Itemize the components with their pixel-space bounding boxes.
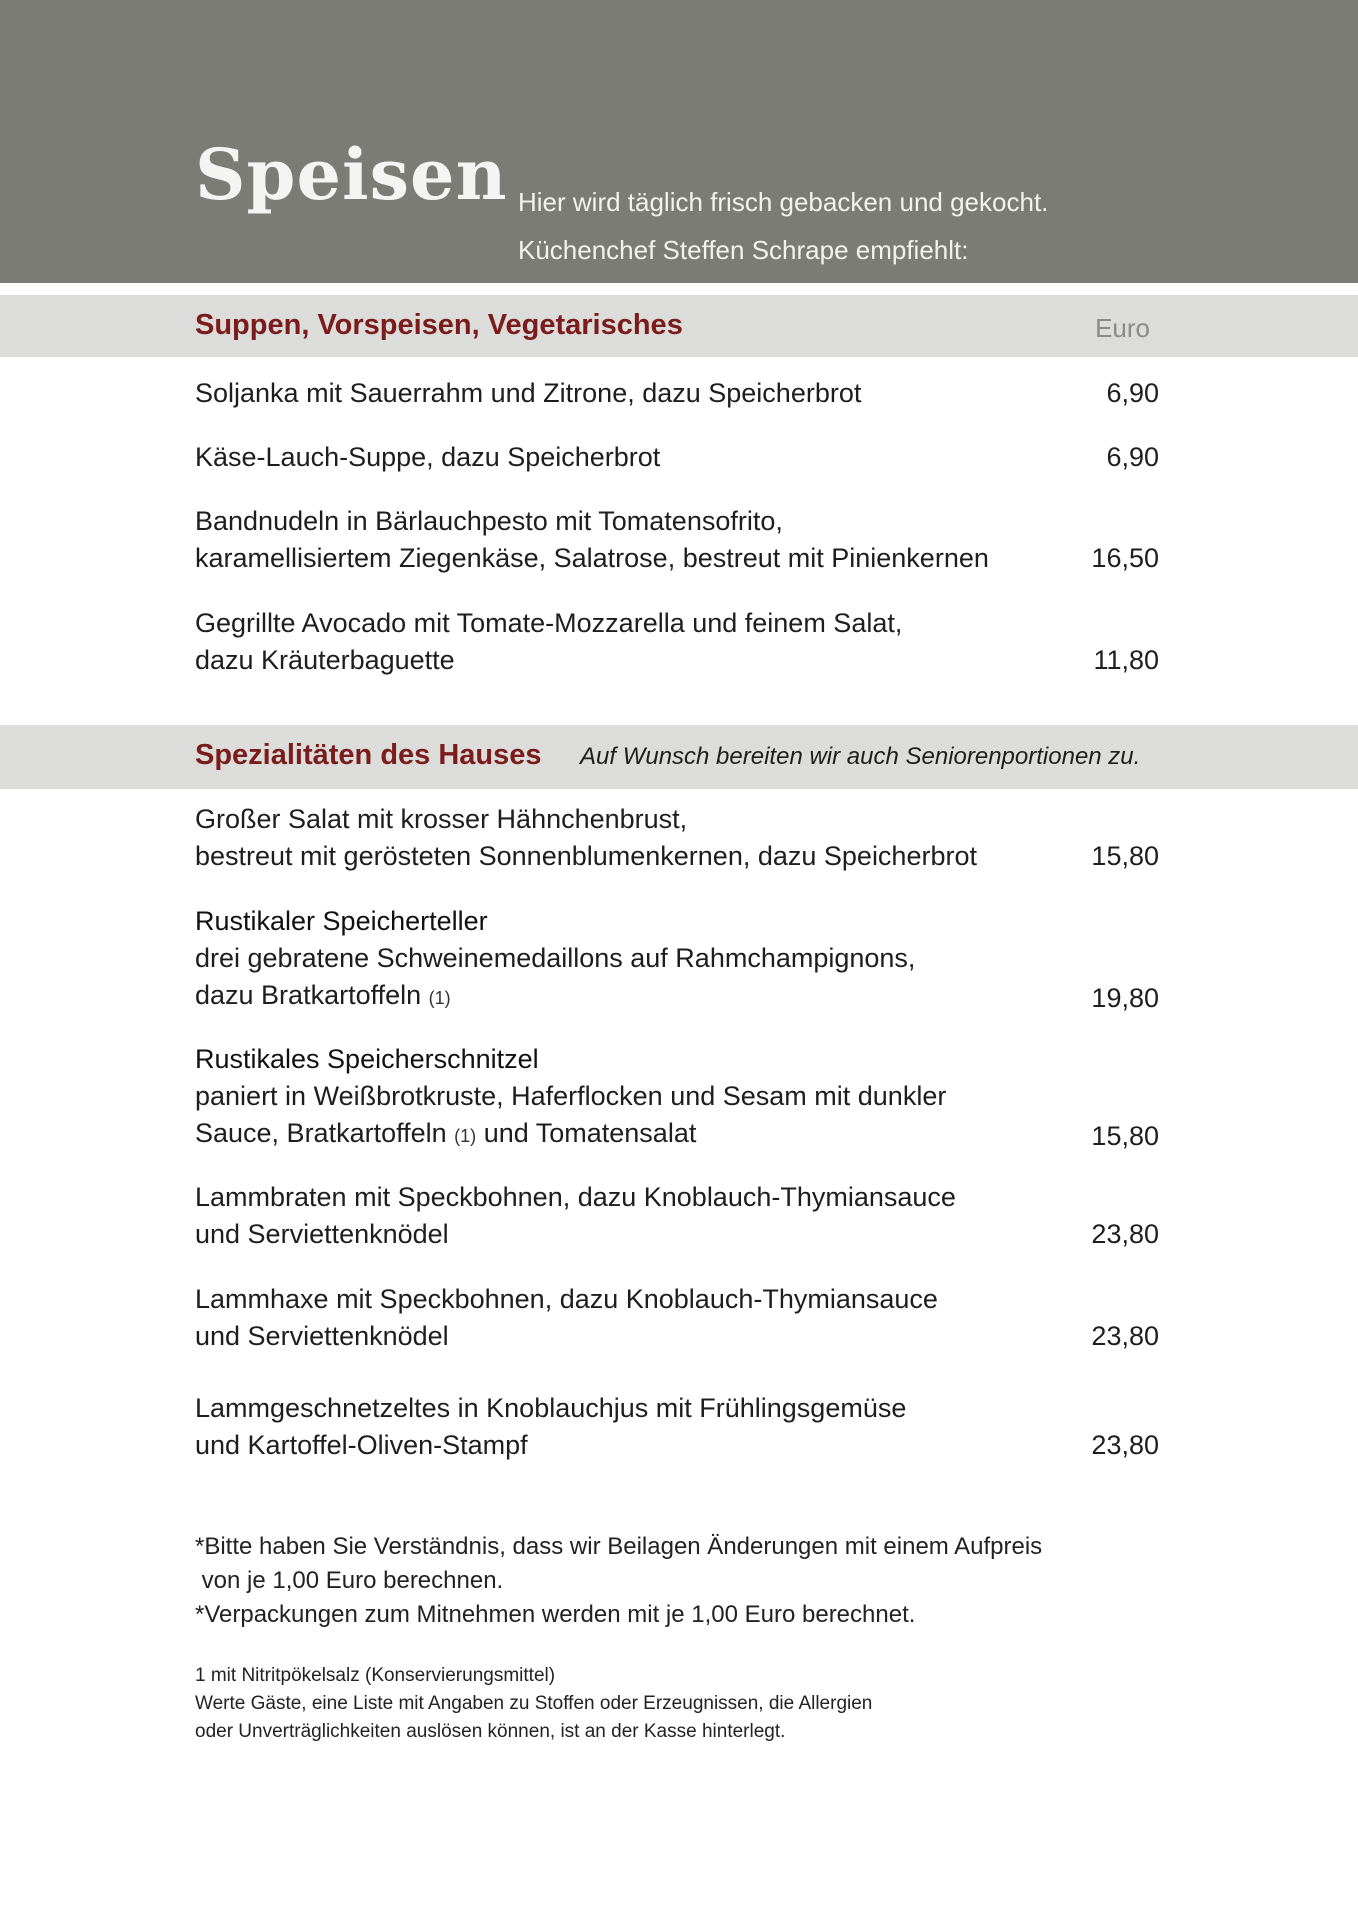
item-price: 15,80	[1091, 1121, 1159, 1151]
section-band-soups	[0, 295, 1358, 357]
item-description-cont: karamellisiertem Ziegenkäse, Salatrose, bestreut mit Pinienkernen	[195, 543, 989, 573]
menu-item	[195, 439, 1159, 476]
menu-item	[195, 375, 1159, 412]
item-price: 23,80	[1091, 1219, 1159, 1249]
menu-item	[195, 1390, 1159, 1464]
item-description-cont: dazu Kräuterbaguette	[195, 645, 455, 675]
item-description-cont: und Serviettenknödel	[195, 1321, 449, 1351]
item-price: 6,90	[1106, 378, 1159, 408]
allergen-line-1: 1 mit Nitritpökelsalz (Konservierungsmittel)	[195, 1665, 556, 1686]
item-description: Bandnudeln in Bärlauchpesto mit Tomatensofrito,	[195, 506, 783, 536]
item-name: Rustikales Speicherschnitzel	[195, 1044, 539, 1074]
item-description-cont: und Kartoffel-Oliven-Stampf	[195, 1430, 528, 1460]
menu-item	[195, 801, 1159, 875]
item-description: Gegrillte Avocado mit Tomate-Mozzarella und feinem Salat,	[195, 608, 903, 638]
item-description-cont: bestreut mit gerösteten Sonnenblumenkernen, dazu Speicherbrot	[195, 841, 977, 871]
menu-item	[195, 605, 1159, 679]
allergen-note: (1)	[428, 988, 451, 1008]
footer-note-1: *Bitte haben Sie Verständnis, dass wir Beilagen Änderungen mit einem Aufpreis	[195, 1533, 1043, 1560]
footer-notes	[195, 1530, 1042, 1632]
section-title-specialties: Spezialitäten des Hauses	[195, 739, 542, 771]
intro-line-2: Küchenchef Steffen Schrape empfiehlt:	[518, 235, 969, 265]
currency-label: Euro	[1095, 313, 1150, 343]
item-price: 23,80	[1091, 1430, 1159, 1460]
item-price: 19,80	[1091, 983, 1159, 1013]
section-band-specialties	[0, 725, 1358, 789]
item-description: Käse-Lauch-Suppe, dazu Speicherbrot	[195, 442, 661, 472]
allergen-info	[195, 1662, 872, 1746]
menu-item	[195, 503, 1159, 577]
item-description: drei gebratene Schweinemedaillons auf Rahmchampignons,	[195, 943, 916, 973]
item-price: 15,80	[1091, 841, 1159, 871]
item-description-cont	[195, 977, 995, 1017]
item-description: paniert in Weißbrotkruste, Haferflocken und Sesam mit dunkler	[195, 1081, 947, 1111]
item-price: 11,80	[1093, 645, 1159, 675]
item-description: Soljanka mit Sauerrahm und Zitrone, dazu Speicherbrot	[195, 378, 862, 408]
item-text: dazu Bratkartoffeln	[195, 980, 422, 1010]
menu-item	[195, 903, 1159, 1017]
menu-item	[195, 1281, 1159, 1355]
item-description-cont	[195, 1115, 995, 1155]
item-text: Sauce, Bratkartoffeln	[195, 1118, 447, 1148]
allergen-note: (1)	[454, 1126, 477, 1146]
item-description: Lammgeschnetzeltes in Knoblauchjus mit Frühlingsgemüse	[195, 1393, 907, 1423]
item-description: Großer Salat mit krosser Hähnchenbrust,	[195, 804, 688, 834]
header-divider	[0, 283, 1358, 287]
menu-item	[195, 1179, 1159, 1253]
page-title: Speisen	[195, 133, 508, 216]
footer-note-1-cont: von je 1,00 Euro berechnen.	[195, 1567, 504, 1594]
allergen-line-3: oder Unverträglichkeiten auslösen können, ist an der Kasse hinterlegt.	[195, 1721, 786, 1742]
item-description-cont: und Serviettenknödel	[195, 1219, 449, 1249]
menu-item	[195, 1041, 1159, 1155]
item-description: Lammbraten mit Speckbohnen, dazu Knoblauch-Thymiansauce	[195, 1182, 956, 1212]
section-title-soups: Suppen, Vorspeisen, Vegetarisches	[195, 309, 683, 341]
item-price: 16,50	[1091, 543, 1159, 573]
item-price: 6,90	[1106, 442, 1159, 472]
item-name: Rustikaler Speicherteller	[195, 906, 488, 936]
section-note-specialties: Auf Wunsch bereiten wir auch Seniorenportionen zu.	[580, 743, 1141, 770]
item-text: und Tomatensalat	[483, 1118, 697, 1148]
allergen-line-2: Werte Gäste, eine Liste mit Angaben zu Stoffen oder Erzeugnissen, die Allergien	[195, 1693, 873, 1714]
footer-note-2: *Verpackungen zum Mitnehmen werden mit je 1,00 Euro berechnet.	[195, 1601, 916, 1628]
item-description: Lammhaxe mit Speckbohnen, dazu Knoblauch-Thymiansauce	[195, 1284, 938, 1314]
intro-line-1: Hier wird täglich frisch gebacken und gekocht.	[518, 187, 1049, 217]
header-intro	[518, 178, 1048, 274]
item-price: 23,80	[1091, 1321, 1159, 1351]
